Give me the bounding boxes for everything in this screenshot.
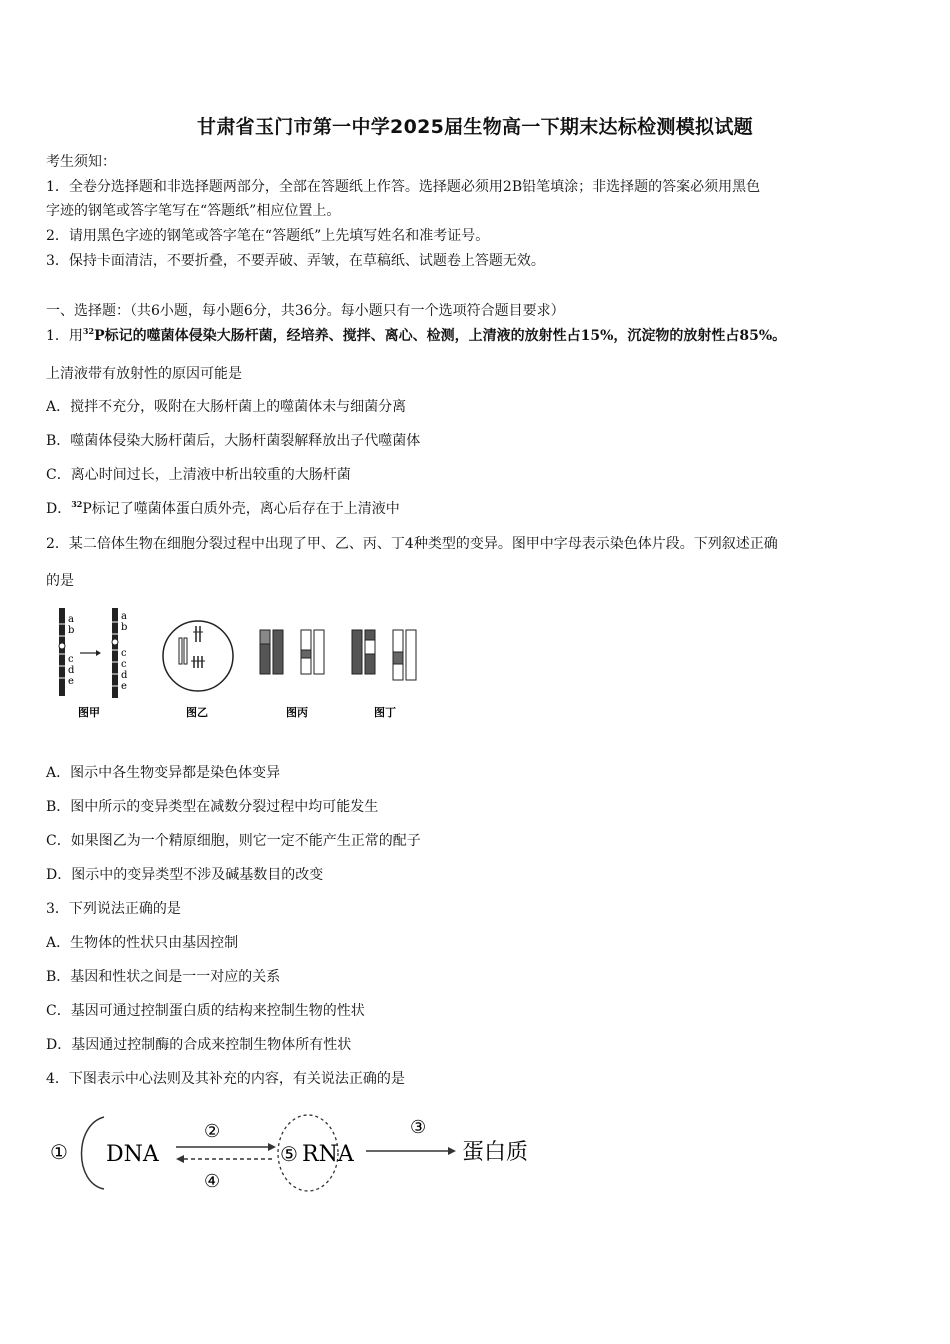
notice-item-3: 3．保持卡面清洁，不要折叠，不要弄破、弄皱，在草稿纸、试题卷上答题无效。 [46, 253, 545, 269]
q1-option-a: A．搅拌不充分，吸附在大肠杆菌上的噬菌体未与细菌分离 [46, 399, 407, 415]
protein-label: 蛋白质 [462, 1140, 529, 1165]
q2-figure-svg [46, 604, 436, 724]
q2-option-b: B．图中所示的变异类型在减数分裂过程中均可能发生 [46, 799, 379, 815]
gene-letter-d-right: d [121, 670, 128, 681]
q3-option-b: B．基因和性状之间是一一对应的关系 [46, 969, 281, 985]
q1-option-d-text: P标记了噬菌体蛋白质外壳，离心后存在于上清液中 [82, 501, 400, 517]
label-replication: ① [50, 1140, 68, 1164]
q4-stem: 4．下图表示中心法则及其补充的内容，有关说法正确的是 [46, 1071, 405, 1087]
gene-letter-a-right: a [121, 611, 127, 622]
q3-stem: 3．下列说法正确的是 [46, 901, 181, 917]
notice-heading: 考生须知： [46, 154, 116, 170]
gene-letter-b-left: b [68, 625, 75, 636]
dna-replication-loop [82, 1117, 105, 1189]
q2-figure [46, 604, 436, 724]
fig-label-yi: 图乙 [186, 706, 208, 719]
q1-stem [46, 326, 786, 346]
cell-diagram [163, 621, 233, 691]
translocation-diagram [260, 630, 324, 674]
q1-stem-cont: 上清液带有放射性的原因可能是 [46, 366, 242, 382]
q1-option-d-label: D． [46, 501, 72, 517]
dna-label: DNA [106, 1142, 159, 1167]
page-title: 甘肃省玉门市第一中学2025届生物高一下期末达标检测模拟试题 [197, 116, 753, 138]
q1-superscript: 32 [82, 326, 95, 336]
q1-number: 1．用 [46, 328, 83, 344]
fig-label-bing: 图丙 [286, 706, 308, 719]
label-reverse-transcription: ④ [204, 1171, 221, 1192]
notice-item-2: 2．请用黑色字迹的钢笔或答字笔在“答题纸”上先填写姓名和准考证号。 [46, 228, 490, 244]
label-rna-replication: ⑤ [280, 1142, 298, 1166]
gene-letter-c2-right: c [121, 659, 127, 670]
gene-letter-e-left: e [68, 676, 74, 687]
q2-stem-cont: 的是 [46, 573, 74, 589]
central-dogma-diagram [46, 1105, 546, 1200]
q2-option-d: D．图示中的变异类型不涉及碱基数目的改变 [46, 867, 324, 883]
gene-letter-c-left: c [68, 654, 74, 665]
q1-stem-text: P标记的噬菌体侵染大肠杆菌，经培养、搅拌、离心、检测，上清液的放射性占15%，沉淀物的放射性占85%。 [94, 328, 787, 344]
fig-label-jia: 图甲 [78, 706, 100, 719]
gene-letter-e-right: e [121, 681, 127, 692]
q3-option-d: D．基因通过控制酶的合成来控制生物体所有性状 [46, 1037, 352, 1053]
chromosome-duplicated [112, 608, 118, 698]
q3-option-a: A．生物体的性状只由基因控制 [46, 935, 239, 951]
rna-label: RNA [302, 1142, 354, 1167]
q1-option-c: C．离心时间过长，上清液中析出较重的大肠杆菌 [46, 467, 351, 483]
gene-letter-a-left: a [68, 614, 74, 625]
crossover-diagram [352, 630, 416, 680]
label-transcription: ② [204, 1121, 221, 1142]
arrow-icon [80, 650, 101, 656]
q2-stem: 2．某二倍体生物在细胞分裂过程中出现了甲、乙、丙、丁4种类型的变异。图甲中字母表示染色体片段。下列叙述正确 [46, 536, 778, 552]
q1-option-d-superscript: 32 [71, 499, 83, 509]
notice-item-1-cont: 字迹的钢笔或答字笔写在“答题纸”相应位置上。 [46, 203, 341, 219]
notice-item-1: 1．全卷分选择题和非选择题两部分，全部在答题纸上作答。选择题必须用2B铅笔填涂；非选择题的答案必须用黑色 [46, 179, 761, 195]
gene-letter-c1-right: c [121, 648, 127, 659]
central-dogma-svg [46, 1105, 546, 1200]
label-translation: ③ [410, 1117, 427, 1138]
chromosome-normal [59, 608, 65, 696]
gene-letter-b-right: b [121, 622, 128, 633]
fig-label-ding: 图丁 [374, 706, 396, 719]
q1-option-d [46, 499, 400, 519]
q3-option-c: C．基因可通过控制蛋白质的结构来控制生物的性状 [46, 1003, 365, 1019]
q1-option-b: B．噬菌体侵染大肠杆菌后，大肠杆菌裂解释放出子代噬菌体 [46, 433, 421, 449]
q2-option-a: A．图示中各生物变异都是染色体变异 [46, 765, 281, 781]
q2-option-c: C．如果图乙为一个精原细胞，则它一定不能产生正常的配子 [46, 833, 421, 849]
section-heading: 一、选择题：（共6小题，每小题6分，共36分。每小题只有一个选项符合题目要求） [46, 303, 565, 319]
gene-letter-d-left: d [68, 665, 75, 676]
